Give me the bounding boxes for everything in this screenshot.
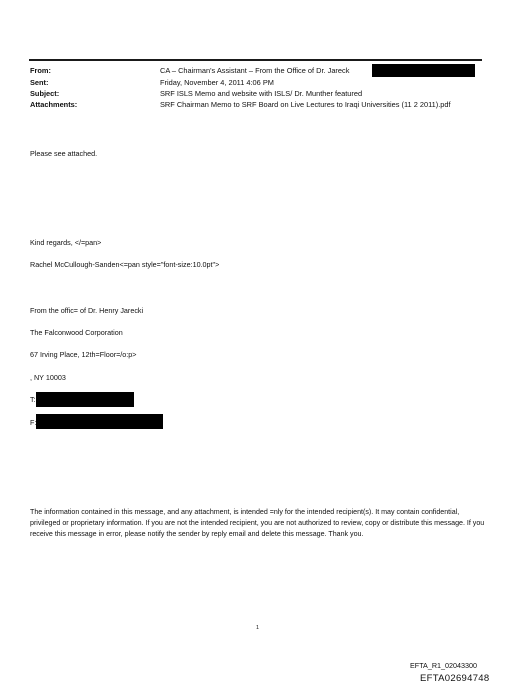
sent-label: Sent: — [30, 78, 49, 87]
redaction-from — [372, 64, 475, 77]
confidentiality-disclaimer: The information contained in this message, and any attachment, is intended =nly for the intended recipient(s). It may contain confidential, privileged or proprietary information. If you are not the intended recipient, you are not authorized to review, copy or distribute this message. If you receive this message in error, please notify the sender by reply email and delete this message. Thank you. — [30, 508, 485, 538]
subject-label: Subject: — [30, 89, 60, 98]
sender-name: Rachel McCullough-Sanden<=pan style="font-size:10.0pt"> — [30, 260, 220, 269]
redaction-phone — [36, 392, 134, 407]
greeting-text: Please see attached. — [30, 149, 98, 158]
from-value: CA – Chairman's Assistant – From the Office of Dr. Jareck — [160, 66, 350, 75]
office-line: From the offic= of Dr. Henry Jarecki — [30, 306, 144, 315]
redaction-fax — [36, 414, 163, 429]
company-line: The Falconwood Corporation — [30, 328, 123, 337]
from-label: From: — [30, 66, 51, 75]
phone-prefix: T: — [30, 395, 36, 404]
fax-prefix: F: — [30, 418, 37, 427]
sent-value: Friday, November 4, 2011 4:06 PM — [160, 78, 274, 87]
city-line: , NY 10003 — [30, 373, 66, 382]
bates-number-large: EFTA02694748 — [420, 673, 490, 684]
header-rule — [29, 59, 482, 61]
subject-value: SRF ISLS Memo and website with ISLS/ Dr. Munther featured — [160, 89, 363, 98]
attachments-value: SRF Chairman Memo to SRF Board on Live Lectures to Iraqi Universities (11 2 2011).pdf — [160, 100, 451, 109]
attachments-label: Attachments: — [30, 100, 78, 109]
bates-number-small: EFTA_R1_02043300 — [410, 661, 477, 670]
address-line: 67 Irving Place, 12th=Floor=/o:p> — [30, 350, 137, 359]
page-number: 1 — [256, 625, 260, 631]
regards-text: Kind regards, </=pan> — [30, 238, 102, 247]
